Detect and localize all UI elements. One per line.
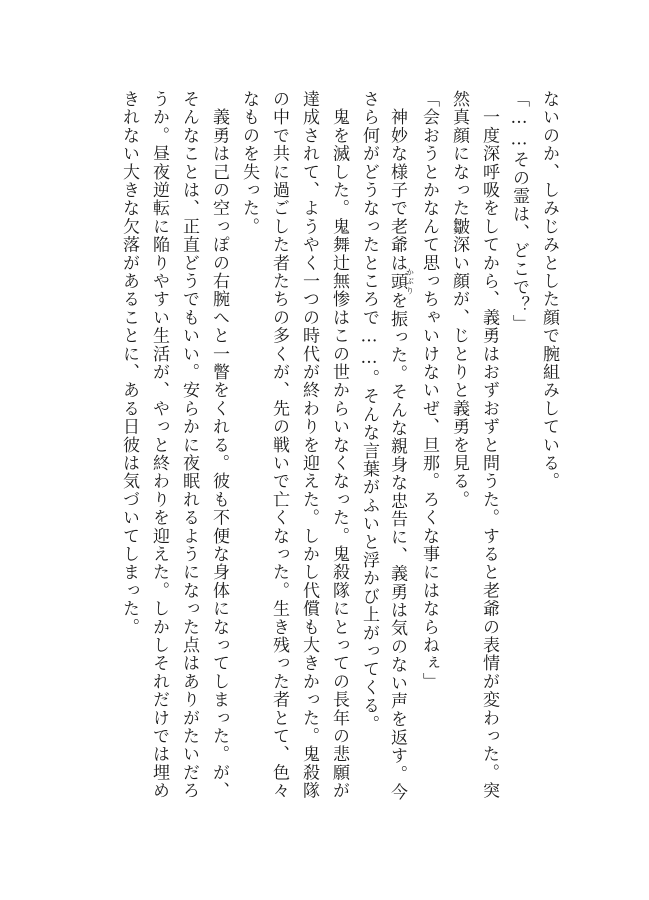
text-column-5: 「会おうとかなんて思っちゃいけないぜ、旦那。ろくな事にはならねぇ」	[419, 90, 439, 691]
text-column-15: きれない大きな欠落があることに、ある日彼は気づいてしまった。	[119, 90, 139, 636]
text-column-8: 鬼を滅した。鬼舞辻無惨はこの世からいなくなった。鬼殺隊にとっての長年の悲願が	[329, 90, 349, 800]
text-column-14: うか。昼夜逆転に陥りやすい生活が、やっと終わりを迎えた。しかしそれだけでは埋め	[149, 90, 169, 800]
text-column-9: 達成されて、ようやく一つの時代が終わりを迎えた。しかし代償も大きかった。鬼殺隊	[299, 90, 319, 800]
text-column-12: 義勇は己の空っぽの右腕へと一瞥をくれる。彼も不便な身体になってしまった。が、	[209, 90, 229, 800]
text-column-4: 然真顔になった皺深い顔が、じとりと義勇を見る。	[449, 90, 469, 509]
ruby-reading: かぶり	[405, 268, 415, 296]
text-column-13: そんなことは、正直どうでもいい。安らかに夜眠れるようになった点はありがたいだろ	[179, 90, 199, 800]
text-column-3: 一度深呼吸をしてから、義勇はおずおずと問うた。すると老爺の表情が変わった。突	[479, 90, 499, 800]
ruby-annotation: 頭かぶり	[387, 268, 415, 296]
text-column-6: 神妙な様子で老爺は頭かぶりを振った。そんな親身な忠告に、義勇は気のない声を返す。今	[387, 90, 415, 802]
text-column-7: さら何がどうなったところで……。そんな言葉がふいと浮かび上がってくる。	[359, 90, 379, 733]
text-column-10: の中で共に過ごした者たちの多くが、先の戦いで亡くなった。生き残った者とて、色々	[269, 90, 289, 800]
text-column-11: なものを失った。	[239, 90, 259, 236]
text-column-1: ないのか、しみじみとした顔で腕組みしている。	[539, 90, 559, 491]
text-column-2: 「……その霊は、どこで？」	[509, 90, 529, 333]
